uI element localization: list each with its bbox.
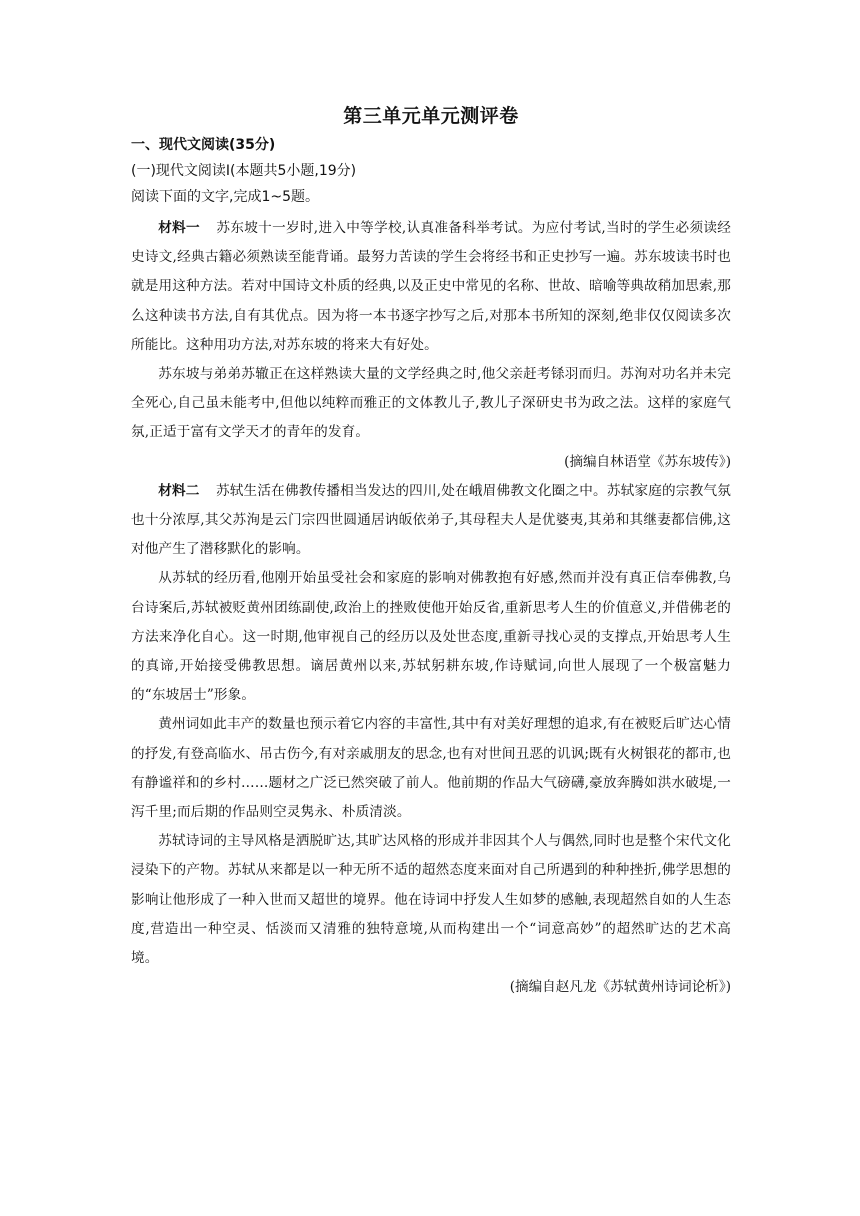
reading-instruction: 阅读下面的文字,完成1~5题。 bbox=[131, 189, 319, 205]
material2-paragraph-3: 黄州词如此丰产的数量也预示着它内容的丰富性,其中有对美好理想的追求,有在被贬后旷达心情的抒发,有登高临水、吊古伤今,有对亲戚朋友的思念,也有对世间丑恶的讥讽;既有火树银花的都市,也有静谧祥和的乡村……题材之广泛已然突破了前人。他前期的作品大气磅礴,豪放奔腾如洪水破堤,一泻千里;而后期的作品则空灵隽永、朴质清淡。 bbox=[131, 716, 731, 821]
material2-paragraph-1 bbox=[131, 477, 731, 565]
section-heading: 一、现代文阅读(35分) bbox=[131, 137, 276, 153]
material1-paragraph-2: 苏东坡与弟弟苏辙正在这样熟读大量的文学经典之时,他父亲赶考铩羽而归。苏洵对功名并未完全死心,自己虽未能考中,但他以纯粹而雅正的文体教儿子,教儿子深研史书为政之法。这样的家庭气氛,正适于富有文学天才的青年的发育。 bbox=[131, 366, 731, 441]
material1-source: (摘编自林语堂《苏东坡传》) bbox=[564, 453, 731, 470]
material2-label: 材料二 bbox=[158, 482, 200, 499]
material1-paragraph-1 bbox=[131, 214, 731, 360]
document-page bbox=[131, 102, 731, 1002]
material2-paragraph-4: 苏轼诗词的主导风格是洒脱旷达,其旷达风格的形成并非因其个人与偶然,同时也是整个宋代文化浸染下的产物。苏轼从来都是以一种无所不适的超然态度来面对自己所遇到的种种挫折,佛学思想的影响让他形成了一种入世而又超世的境界。他在诗词中抒发人生如梦的感触,表现超然自如的人生态度,营造出一种空灵、恬淡而又清雅的独特意境,从而构建出一个“词意高妙”的超然旷达的艺术高境。 bbox=[131, 833, 731, 967]
material2-paragraph-2: 从苏轼的经历看,他刚开始虽受社会和家庭的影响对佛教抱有好感,然而并没有真正信奉佛教,乌台诗案后,苏轼被贬黄州团练副使,政治上的挫败使他开始反省,重新思考人生的价值意义,并借佛老的方法来净化自心。这一时期,他审视自己的经历以及处世态度,重新寻找心灵的支撑点,开始思考人生的真谛,开始接受佛教思想。谪居黄州以来,苏轼躬耕东坡,作诗赋词,向世人展现了一个极富魅力的“东坡居士”形象。 bbox=[131, 570, 731, 704]
material2-source: (摘编自赵凡龙《苏轼黄州诗词论析》) bbox=[509, 979, 731, 996]
material2-paragraph-1-text: 苏轼生活在佛教传播相当发达的四川,处在峨眉佛教文化圈之中。苏轼家庭的宗教气氛也十分浓厚,其父苏洵是云门宗四世圆通居讷皈依弟子,其母程夫人是优婆夷,其弟和其继妻都信佛,这对他产生了潜移默化的影响。 bbox=[131, 482, 731, 558]
subsection-heading: (一)现代文阅读Ⅰ(本题共5小题,19分) bbox=[131, 163, 357, 179]
material1-label: 材料一 bbox=[158, 220, 200, 236]
page-title: 第三单元单元测评卷 bbox=[343, 105, 519, 127]
material1-paragraph-1-text: 苏东坡十一岁时,进入中等学校,认真准备科举考试。为应付考试,当时的学生必须读经史诗文,经典古籍必须熟读至能背诵。最努力苦读的学生会将经书和正史抄写一遍。苏东坡读书时也就是用这种方法。若对中国诗文朴质的经典,以及正史中常见的名称、世故、暗喻等典故稍加思索,那么这种读书方法,自有其优点。因为将一本书逐字抄写之后,对那本书所知的深刻,绝非仅仅阅读多次所能比。这种用功方法,对苏东坡的将来大有好处。 bbox=[131, 220, 732, 353]
